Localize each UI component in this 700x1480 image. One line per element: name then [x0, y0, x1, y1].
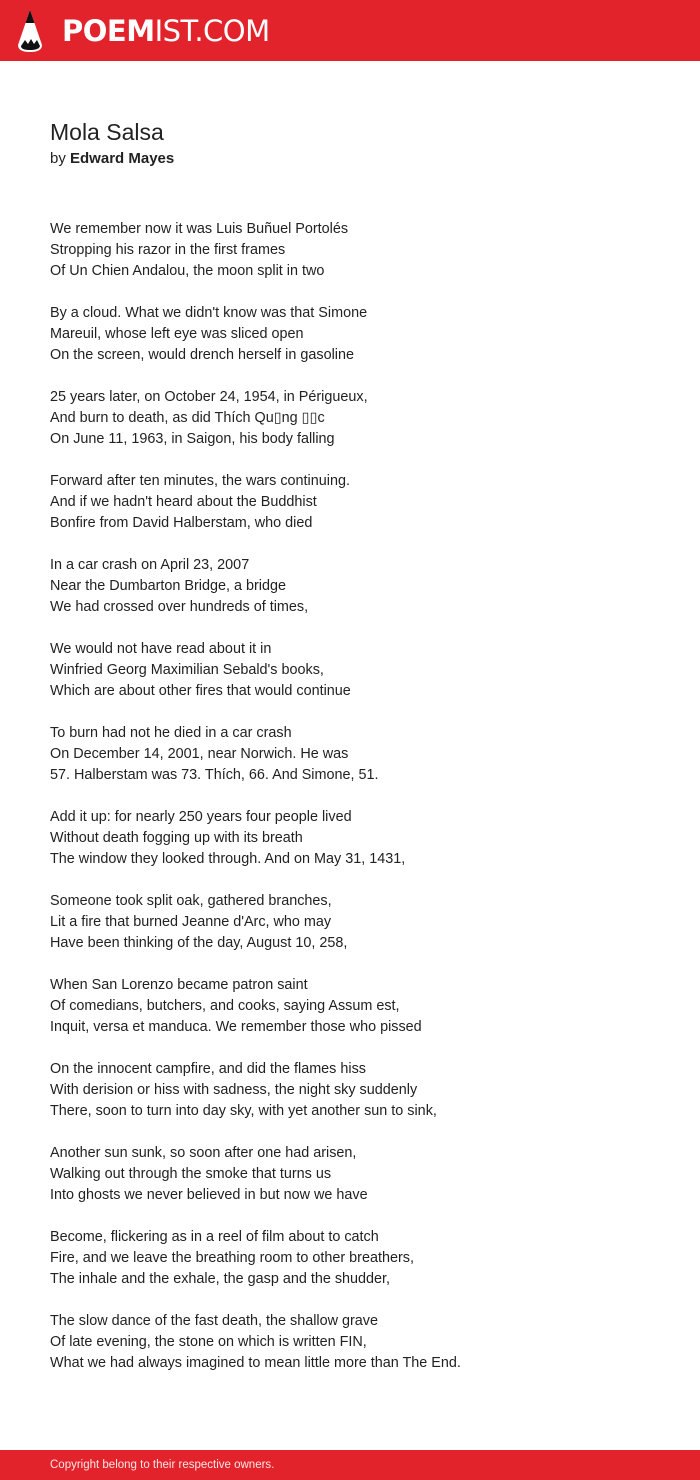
- stanza: [50, 807, 670, 870]
- poem-line: On the innocent campfire, and did the flames hiss: [50, 1061, 366, 1077]
- stanza: [50, 723, 670, 786]
- poem-line: On December 14, 2001, near Norwich. He was: [50, 746, 349, 762]
- logo-bold-text: POEM: [62, 14, 155, 48]
- poem-line: Have been thinking of the day, August 10, 258,: [50, 935, 348, 951]
- logo-light-text: IST.COM: [154, 14, 270, 48]
- poem-line: Inquit, versa et manduca. We remember those who pissed: [50, 1019, 422, 1035]
- poem-line: We had crossed over hundreds of times,: [50, 599, 309, 615]
- poem-line: Bonfire from David Halberstam, who died: [50, 515, 313, 531]
- stanza: [50, 1143, 670, 1206]
- poem-line: We would not have read about it in: [50, 641, 272, 657]
- site-logo[interactable]: [62, 13, 270, 49]
- stanza: [50, 1311, 670, 1374]
- poem-line: On the screen, would drench herself in gasoline: [50, 347, 354, 363]
- poem-line: Which are about other fires that would continue: [50, 683, 351, 699]
- poem-line: Fire, and we leave the breathing room to other breathers,: [50, 1250, 414, 1266]
- stanza: [50, 1227, 670, 1290]
- author-name: Edward Mayes: [70, 150, 175, 167]
- stanza: [50, 891, 670, 954]
- stanza: [50, 555, 670, 618]
- poem-line: Forward after ten minutes, the wars continuing.: [50, 473, 350, 489]
- copyright-text: Copyright belong to their respective owners.: [50, 1459, 275, 1471]
- poem-line: Mareuil, whose left eye was sliced open: [50, 326, 304, 342]
- stanza: [50, 639, 670, 702]
- poem-line: Near the Dumbarton Bridge, a bridge: [50, 578, 286, 594]
- stanza: [50, 1059, 670, 1122]
- poem-line: The slow dance of the fast death, the shallow grave: [50, 1313, 378, 1329]
- poem-line: The inhale and the exhale, the gasp and the shudder,: [50, 1271, 391, 1287]
- poem-line: To burn had not he died in a car crash: [50, 725, 292, 741]
- poem-line: By a cloud. What we didn't know was that Simone: [50, 305, 368, 321]
- poem-title: Mola Salsa: [50, 119, 164, 145]
- poem-line: Of late evening, the stone on which is written FIN,: [50, 1334, 367, 1350]
- poem-body: [50, 219, 670, 1395]
- poem-line: Winfried Georg Maximilian Sebald's books,: [50, 662, 324, 678]
- poem-line: With derision or hiss with sadness, the night sky suddenly: [50, 1082, 418, 1098]
- poem-line: And if we hadn't heard about the Buddhist: [50, 494, 317, 510]
- site-header: [0, 0, 700, 61]
- stanza: [50, 303, 670, 366]
- poem-line: Of comedians, butchers, and cooks, saying Assum est,: [50, 998, 400, 1014]
- poem-line: The window they looked through. And on May 31, 1431,: [50, 851, 406, 867]
- poem-line: Another sun sunk, so soon after one had arisen,: [50, 1145, 357, 1161]
- poem-line: On June 11, 1963, in Saigon, his body falling: [50, 431, 335, 447]
- stanza: [50, 387, 670, 450]
- poem-line: 57. Halberstam was 73. Thích, 66. And Simone, 51.: [50, 767, 379, 783]
- poem-line: Of Un Chien Andalou, the moon split in two: [50, 263, 325, 279]
- pencil-tip-icon[interactable]: [17, 9, 43, 53]
- poem-line: Stropping his razor in the first frames: [50, 242, 286, 258]
- poem-line: When San Lorenzo became patron saint: [50, 977, 308, 993]
- poem-line: Without death fogging up with its breath: [50, 830, 303, 846]
- poem-line: Walking out through the smoke that turns us: [50, 1166, 332, 1182]
- poem-line: Lit a fire that burned Jeanne d'Arc, who may: [50, 914, 332, 930]
- site-footer: [0, 1450, 700, 1480]
- stanza: [50, 471, 670, 534]
- byline: [50, 149, 174, 169]
- poem-line: There, soon to turn into day sky, with yet another sun to sink,: [50, 1103, 437, 1119]
- poem-line: What we had always imagined to mean little more than The End.: [50, 1355, 461, 1371]
- poem-line: In a car crash on April 23, 2007: [50, 557, 250, 573]
- poem-line: Into ghosts we never believed in but now we have: [50, 1187, 368, 1203]
- poem-line: We remember now it was Luis Buñuel Portolés: [50, 221, 349, 237]
- stanza: [50, 219, 670, 282]
- poem-line: Become, flickering as in a reel of film about to catch: [50, 1229, 379, 1245]
- poem-line: 25 years later, on October 24, 1954, in Périgueux,: [50, 389, 368, 405]
- poem-line: And burn to death, as did Thích Qu▯ng ▯▯c: [50, 410, 325, 426]
- byline-prefix: by: [50, 150, 66, 167]
- poem-line: Add it up: for nearly 250 years four people lived: [50, 809, 352, 825]
- poem-line: Someone took split oak, gathered branches,: [50, 893, 332, 909]
- stanza: [50, 975, 670, 1038]
